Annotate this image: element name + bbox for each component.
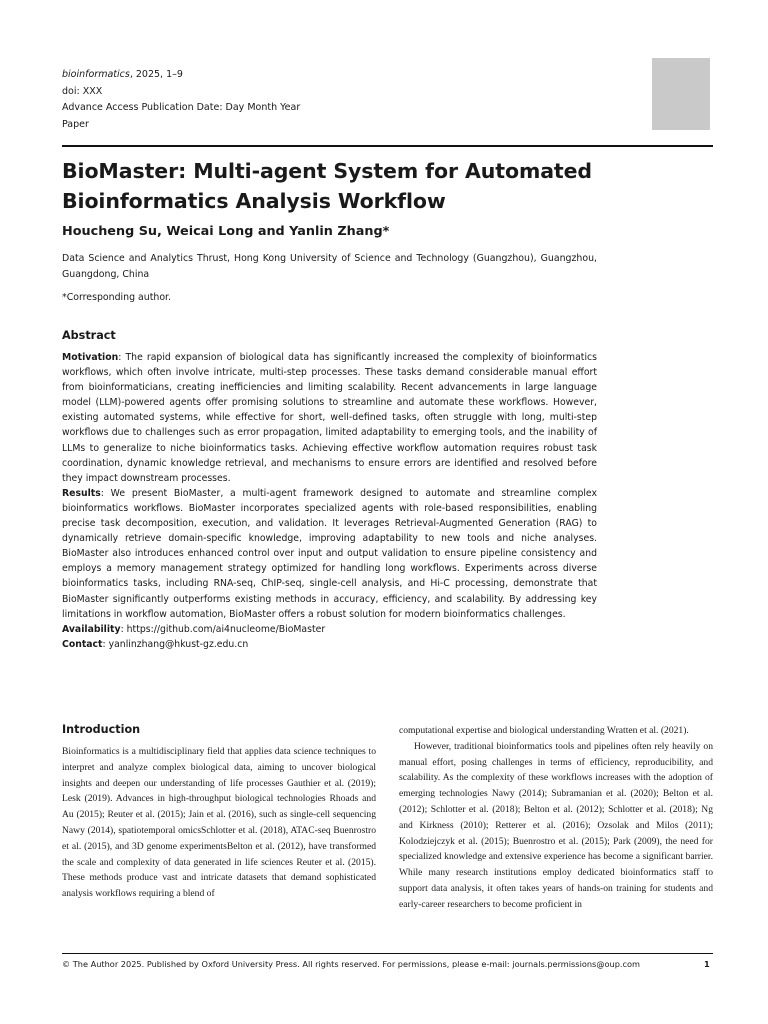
intro-paragraph-1-continued: computational expertise and biological understanding Wratten et al. (2021). xyxy=(399,725,689,736)
availability-label: Availability xyxy=(62,623,121,635)
article-type: Paper xyxy=(62,118,89,130)
journal-cover-placeholder xyxy=(652,58,710,130)
journal-citation xyxy=(62,67,300,84)
motivation-text: : The rapid expansion of biological data has significantly increased the complexity of bioinformatics workflows, which often involve intricate, multi-step processes. These tasks demand considerable manual effort from bioinformaticians, creating inefficiencies and limiting scalability. Recent advancements in large language model (LLM)-powered agents offer promising solutions to streamline and automate these workflows. However, existing automated systems, while effective for short, well-defined tasks, often struggle with long, multi-step workflows due to challenges such as error propagation, limited adaptability to emerging tools, and the inability of LLMs to generalize to niche bioinformatics tasks. Achieving effective workflow automation requires robust task coordination, dynamic knowledge retrieval, and mechanisms to ensure errors are identified and resolved before they impact downstream processes. xyxy=(62,352,597,484)
intro-paragraph-1: Bioinformatics is a multidisciplinary field that applies data science techniques to interpret and analyze complex biological data, aiming to uncover biological insights and deepen our understanding of life processes Gauthier et al. (2019); Lesk (2019). Advances in high-throughput biological technologies Rhoads and Au (2015); Reuter et al. (2015); Jain et al. (2016), such as single-cell sequencing Nawy (2014), spatiotemporal omicsSchlotter et al. (2018), ATAC-seq Buenrostro et al. (2015), and 3D genome experimentsBelton et al. (2012), have transformed the scale and complexity of data generated in life sciences Reuter et al. (2015). These methods produce vast and intricate datasets that demand sophisticated analysis workflows requiring a blend of xyxy=(62,746,376,900)
introduction-right-column xyxy=(399,723,713,913)
motivation-label: Motivation xyxy=(62,352,119,363)
journal-name: bioinformatics xyxy=(62,69,130,80)
abstract-contact xyxy=(62,637,597,652)
abstract-availability xyxy=(62,622,597,637)
abstract-body xyxy=(62,350,597,652)
intro-paragraph-2: However, traditional bioinformatics tools and pipelines often rely heavily on manual effort, posing challenges in terms of efficiency, reproducibility, and scalability. As the complexity of these workflows increases with the adoption of emerging technologies Nawy (2014); Subramanian et al. (2020); Belton et al. (2012); Schlotter et al. (2018); Belton et al. (2012); Schlotter et al. (2018); Ng and Kirkness (2010); Retterer et al. (2016); Ozsolak and Milos (2011); Kolodziejczyk et al. (2015); Buenrostro et al. (2015); Park (2009), the need for specialized knowledge and extensive experience has become a significant barrier. While many research institutions employ dedicated bioinformatics staff to support data analysis, it often takes years of hands-on training for students and early-career researchers to become proficient in xyxy=(399,740,713,910)
availability-link[interactable]: : https://github.com/ai4nucleome/BioMaster xyxy=(120,623,326,635)
contact-email[interactable]: : yanlinzhang@hkust-gz.edu.cn xyxy=(102,638,249,650)
corresponding-note: *Corresponding author. xyxy=(62,292,172,303)
journal-citation-detail: , 2025, 1–9 xyxy=(129,69,183,80)
introduction-left-column xyxy=(62,744,376,902)
publication-date: Advance Access Publication Date: Day Month Year xyxy=(62,102,301,113)
contact-label: Contact xyxy=(62,638,103,650)
author-list: Houcheng Su, Weicai Long and Yanlin Zhang* xyxy=(62,224,390,239)
journal-metadata xyxy=(62,67,300,133)
paper-title: BioMaster: Multi-agent System for Automated Bioinformatics Analysis Workflow xyxy=(62,159,593,213)
copyright-notice: © The Author 2025. Published by Oxford University Press. All rights reserved. For permissions, please e-mail: journals.permissions@oup.com xyxy=(62,959,640,969)
abstract-results xyxy=(62,486,597,622)
results-label: Results xyxy=(62,487,101,499)
page-number: 1 xyxy=(704,959,710,969)
footer-rule xyxy=(62,953,713,954)
affiliation: Data Science and Analytics Thrust, Hong Kong University of Science and Technology (Guangzhou), Guangzhou, Guangdong, China xyxy=(62,253,597,280)
header-rule xyxy=(62,145,713,147)
introduction-heading: Introduction xyxy=(62,723,141,736)
results-text: : We present BioMaster, a multi-agent framework designed to automate and streamline complex bioinformatics workflows. BioMaster incorporates specialized agents with role-based responsibilities, enabling precise task decomposition, execution, and validation. It leverages Retrieval-Augmented Generation (RAG) to dynamically retrieve domain-specific knowledge, improving adaptability to new tools and niche analyses. BioMaster also introduces enhanced control over input and output validation to ensure pipeline consistency and employs a memory management strategy optimized for handling long workflows. Experiments across diverse bioinformatics tasks, including RNA-seq, ChIP-seq, single-cell analysis, and Hi-C processing, demonstrate that BioMaster significantly outperforms existing methods in accuracy, efficiency, and scalability. By addressing key limitations in workflow automation, BioMaster offers a robust solution for modern bioinformatics challenges. xyxy=(62,487,597,620)
abstract-heading: Abstract xyxy=(62,329,116,342)
abstract-motivation xyxy=(62,350,597,486)
doi: doi: XXX xyxy=(62,85,103,97)
